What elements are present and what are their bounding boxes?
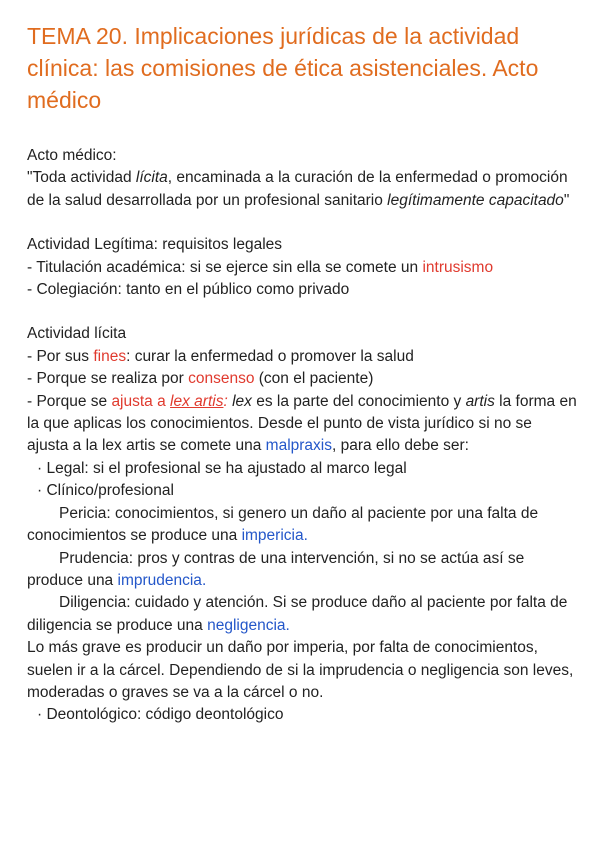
term-negligencia: negligencia bbox=[207, 616, 286, 634]
titulacion-line bbox=[27, 257, 577, 279]
text: . bbox=[303, 527, 308, 545]
text: " bbox=[563, 191, 570, 209]
term-intrusismo: intrusismo bbox=[422, 258, 494, 276]
clinico-item: · Clínico/profesional bbox=[37, 482, 174, 500]
text: Pericia: conocimientos, si genero un daño al paciente por una falta de conocimientos se produce una bbox=[27, 504, 539, 545]
term-ajusta: ajusta a bbox=[111, 392, 171, 410]
text: la forma en la que aplicas los conocimientos. Desde el punto de vista jurídico si no se ajusta a la lex artis se comete una bbox=[27, 392, 577, 455]
actividad-legitima-heading: Actividad Legítima: requisitos legales bbox=[27, 236, 283, 254]
actividad-licita-heading: Actividad lícita bbox=[27, 325, 127, 343]
term-fines: fines bbox=[93, 347, 127, 365]
text: es la parte del conocimiento y bbox=[251, 392, 466, 410]
term-lex-artis: lex artis bbox=[170, 392, 224, 410]
term-malpraxis: malpraxis bbox=[265, 437, 332, 455]
term-consenso: consenso bbox=[188, 370, 255, 388]
term-lex: lex bbox=[227, 392, 252, 410]
legal-item: · Legal: si el profesional se ha ajustado al marco legal bbox=[37, 459, 407, 477]
prudencia-paragraph bbox=[27, 548, 577, 593]
text: , para ello debe ser: bbox=[331, 437, 469, 455]
text: , encaminada a la curación de la enfermedad o promoción de la salud desarrollada por un profesional sanitario bbox=[27, 169, 568, 209]
acto-medico-quote bbox=[27, 167, 577, 212]
text: . bbox=[201, 571, 207, 589]
pericia-paragraph bbox=[27, 503, 577, 548]
acto-medico-heading bbox=[27, 145, 577, 167]
term-impericia: impericia bbox=[241, 527, 304, 545]
section-acto-medico bbox=[27, 145, 577, 212]
consenso-line bbox=[27, 368, 577, 390]
diligencia-paragraph bbox=[27, 592, 577, 637]
term-legitimamente: legítimamente capacitado bbox=[387, 191, 564, 209]
heading-colon: : bbox=[112, 147, 117, 164]
page-title: TEMA 20. Implicaciones jurídicas de la actividad clínica: las comisiones de ética asistenciales. Acto médico bbox=[27, 23, 539, 113]
document-page bbox=[27, 20, 577, 727]
text: Diligencia: cuidado y atención. Si se produce daño al paciente por falta de diligencia se produce una bbox=[27, 594, 568, 634]
heading-text: Acto médico bbox=[27, 147, 113, 164]
term-imprudencia: imprudencia bbox=[117, 571, 202, 589]
colegiacion-line: - Colegiación: tanto en el público como privado bbox=[27, 281, 350, 299]
text: (con el paciente) bbox=[254, 370, 374, 388]
text: - Por sus bbox=[27, 347, 94, 365]
text: "Toda actividad bbox=[27, 169, 136, 187]
text: : curar la enfermedad o promover la salud bbox=[126, 347, 414, 365]
text: - Titulación académica: si se ejerce sin ella se comete un bbox=[27, 258, 423, 276]
section-actividad-legitima bbox=[27, 234, 577, 301]
text: Prudencia: pros y contras de una intervención, si no se actúa así se produce una bbox=[27, 549, 525, 589]
section-actividad-licita bbox=[27, 323, 577, 726]
term-licita: lícita bbox=[135, 169, 168, 187]
deontologico-item: · Deontológico: código deontológico bbox=[37, 706, 284, 724]
text: - Porque se realiza por bbox=[27, 370, 189, 388]
lex-artis-paragraph bbox=[27, 391, 577, 458]
grave-paragraph: Lo más grave es producir un daño por imperia, por falta de conocimientos, suelen ir a la cárcel. Dependiendo de si la imprudencia o negligencia son leves, moderadas o graves se va a la cárcel o no. bbox=[27, 639, 574, 701]
text: . bbox=[285, 616, 290, 634]
text: - Porque se bbox=[27, 392, 112, 410]
fines-line bbox=[27, 346, 577, 368]
colon: : bbox=[223, 392, 228, 410]
term-artis: artis bbox=[465, 392, 495, 410]
